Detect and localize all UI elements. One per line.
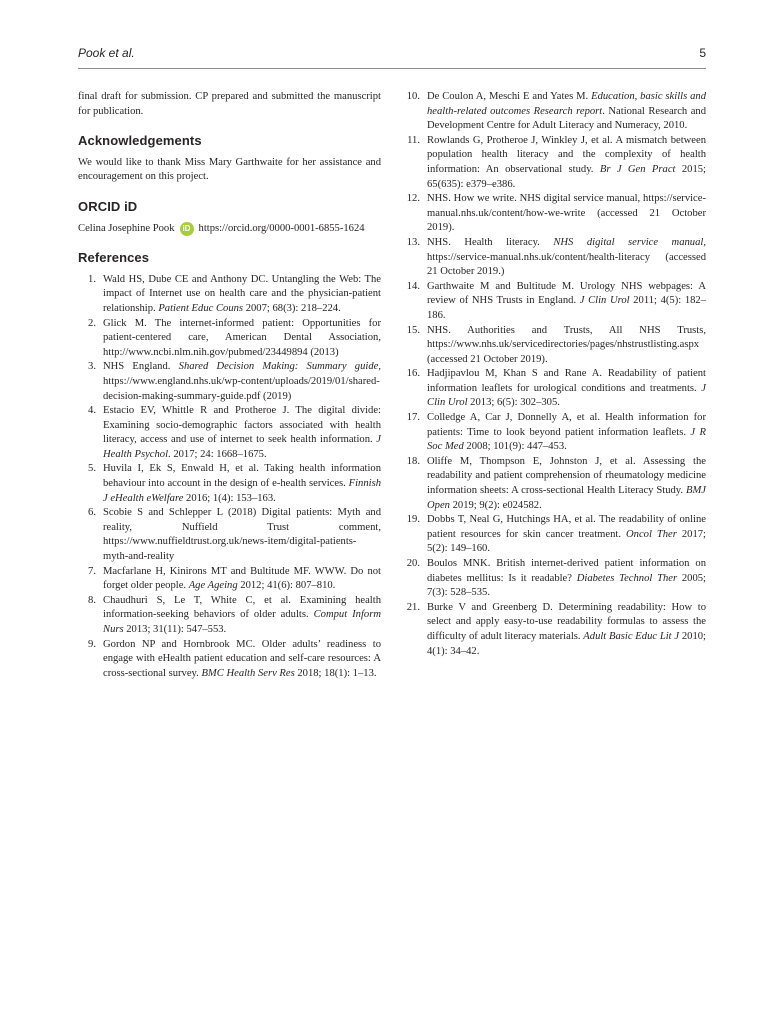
orcid-line [78, 222, 381, 237]
reference-item [78, 462, 381, 506]
reference-number: 3. [88, 361, 96, 373]
reference-number: 19. [406, 514, 420, 526]
reference-text: Burke V and Greenberg D. Determining readability: How to select and apply easy-to-use readability formulas to assess the difficulty of adult literacy materials. Adult Basic Educ Lit J 2010; 4(1): 34–42. [427, 601, 706, 657]
reference-text: De Coulon A, Meschi E and Yates M. Education, basic skills and health-related outcomes Research report. National Research and Development Centre for Adult Literacy and Numeracy, 2010. [427, 91, 706, 132]
reference-number: 14. [406, 280, 420, 292]
reference-item [78, 273, 381, 317]
reference-item [402, 601, 706, 659]
reference-number: 17. [406, 412, 420, 424]
reference-item [402, 236, 706, 280]
acknowledgements-heading: Acknowledgements [78, 133, 202, 149]
reference-text: Glick M. The internet-informed patient: Opportunities for patient-centered care, American Dental Association, http://www.ncbi.nlm.nih.gov/pubmed/23449894 (2013) [103, 317, 381, 358]
orcid-icon-text: iD [182, 223, 191, 233]
reference-number: 18. [406, 455, 420, 467]
reference-item [402, 367, 706, 411]
reference-text: NHS. How we write. NHS digital service manual, https://service-manual.nhs.uk/content/how-we-write (accessed 21 October 2019). [427, 193, 706, 234]
reference-number: 10. [406, 91, 420, 102]
reference-number: 12. [406, 193, 420, 205]
page-number: 5 [699, 46, 706, 60]
orcid-url[interactable]: https://orcid.org/0000-0001-6855-1624 [198, 222, 365, 234]
reference-text: NHS. Health literacy. NHS digital service manual, https://service-manual.nhs.uk/content/health-literacy (accessed 21 October 2019.) [427, 236, 706, 278]
reference-item [402, 134, 706, 192]
reference-number: 5. [88, 463, 96, 475]
reference-text: Hadjipavlou M, Khan S and Rane A. Readability of patient information leaflets for urological conditions and treatments. J Clin Urol 2013; 6(5): 302–305. [427, 368, 706, 409]
reference-number: 4. [88, 405, 96, 417]
reference-item [402, 411, 706, 455]
reference-number: 1. [88, 273, 96, 285]
reference-text: Estacio EV, Whittle R and Protheroe J. The digital divide: Examining socio-demographic factors associated with health literacy, access and use of internet to seek health information. J Health Psychol. 2017; 24: 1668–1675. [103, 405, 381, 460]
two-column-body [78, 90, 706, 681]
reference-text: Wald HS, Dube CE and Anthony DC. Untangling the Web: The impact of Internet use on health care and the physician-patient relationship. Patient Educ Couns 2007; 68(3): 218–224. [103, 273, 381, 314]
references-list-left [78, 273, 381, 682]
reference-item [78, 317, 381, 361]
page-header [78, 46, 706, 69]
acknowledgements-text: We would like to thank Miss Mary Garthwaite for her assistance and encouragement on this project. [78, 156, 381, 183]
reference-item [402, 557, 706, 601]
orcid-heading: ORCID iD [78, 198, 138, 214]
reference-text: Dobbs T, Neal G, Hutchings HA, et al. The readability of online patient resources for skin cancer treatment. Oncol Ther 2017; 5(2): 149–160. [427, 514, 706, 555]
reference-text: Colledge A, Car J, Donnelly A, et al. Health information for patients: Time to look beyond patient information leaflets. J R Soc Med 2008; 101(9): 447–453. [427, 412, 707, 453]
left-column [78, 90, 381, 681]
reference-item [78, 506, 381, 564]
reference-item [78, 404, 381, 462]
reference-item [402, 513, 706, 557]
reference-text: Boulos MNK. British internet-derived patient information on diabetes mellitus: Is it readable? Diabetes Technol Ther 2005; 7(3): 528–535. [427, 558, 706, 599]
reference-item [402, 90, 706, 134]
reference-number: 8. [88, 594, 96, 606]
reference-number: 16. [406, 368, 420, 380]
references-heading: References [78, 250, 150, 266]
reference-number: 13. [406, 236, 420, 248]
reference-number: 15. [406, 324, 420, 336]
reference-number: 2. [88, 317, 96, 329]
reference-text: Scobie S and Schlepper L (2018) Digital patients: Myth and reality, Nuffield Trust comment, https://www.nuffieldtrust.org.uk/news-item/digital-patients-myth-and-reality [103, 507, 381, 563]
reference-text: Huvila I, Ek S, Enwald H, et al. Taking health information behaviour into account in the design of e-health services. Finnish J eHealth eWelfare 2016; 1(4): 153–163. [103, 463, 381, 504]
orcid-icon [180, 222, 194, 236]
reference-item [402, 192, 706, 236]
running-head: Pook et al. [78, 46, 135, 60]
reference-item [402, 455, 706, 513]
reference-item [78, 360, 381, 404]
reference-number: 11. [407, 134, 420, 146]
reference-number: 20. [406, 558, 420, 569]
reference-item [78, 565, 381, 594]
reference-number: 6. [88, 507, 96, 519]
reference-text: Oliffe M, Thompson E, Johnston J, et al. Assessing the readability and patient comprehension of rheumatology medicine information sheets: A cross-sectional Health Literacy Study. BMJ Open 2019; 9(2): e024582. [427, 455, 706, 511]
page-content [78, 46, 706, 681]
author-contribution-paragraph: final draft for submission. CP prepared and submitted the manuscript for publication. [78, 91, 381, 117]
reference-number: 7. [88, 565, 96, 577]
reference-text: Garthwaite M and Bultitude M. Urology NHS webpages: A review of NHS Trusts in England. J Clin Urol 2011; 4(5): 182–186. [427, 280, 707, 321]
reference-text: Gordon NP and Hornbrook MC. Older adults’ readiness to engage with eHealth patient education and self-care resources: A cross-sectional survey. BMC Health Serv Res 2018; 18(1): 1–13. [103, 638, 381, 679]
reference-item [402, 324, 706, 368]
reference-text: NHS England. Shared Decision Making: Summary guide, https://www.england.nhs.uk/wp-content/uploads/2019/01/shared-decision-making-summary-guide.pdf (2019) [103, 361, 381, 402]
reference-number: 9. [88, 638, 96, 650]
references-list-right [402, 90, 706, 659]
reference-text: NHS. Authorities and Trusts, All NHS Trusts, https://www.nhs.uk/servicedirectories/pages/nhstrustlisting.aspx (accessed 21 October 2019). [427, 324, 706, 365]
right-column [402, 90, 706, 681]
reference-number: 21. [406, 601, 420, 613]
reference-text: Rowlands G, Protheroe J, Winkley J, et al. A mismatch between population health literacy and the complexity of health information: An observational study. Br J Gen Pract 2015; 65(635): e379–e386. [427, 134, 706, 190]
reference-item [78, 638, 381, 682]
reference-item [78, 594, 381, 638]
reference-text: Macfarlane H, Kinirons MT and Bultitude MF. WWW. Do not forget older people. Age Ageing 2012; 41(6): 807–810. [103, 565, 381, 592]
orcid-author-name: Celina Josephine Pook [78, 222, 175, 234]
reference-text: Chaudhuri S, Le T, White C, et al. Examining health information-seeking behaviors of older adults. Comput Inform Nurs 2013; 31(11): 547–553. [103, 594, 381, 635]
reference-item [402, 280, 706, 324]
